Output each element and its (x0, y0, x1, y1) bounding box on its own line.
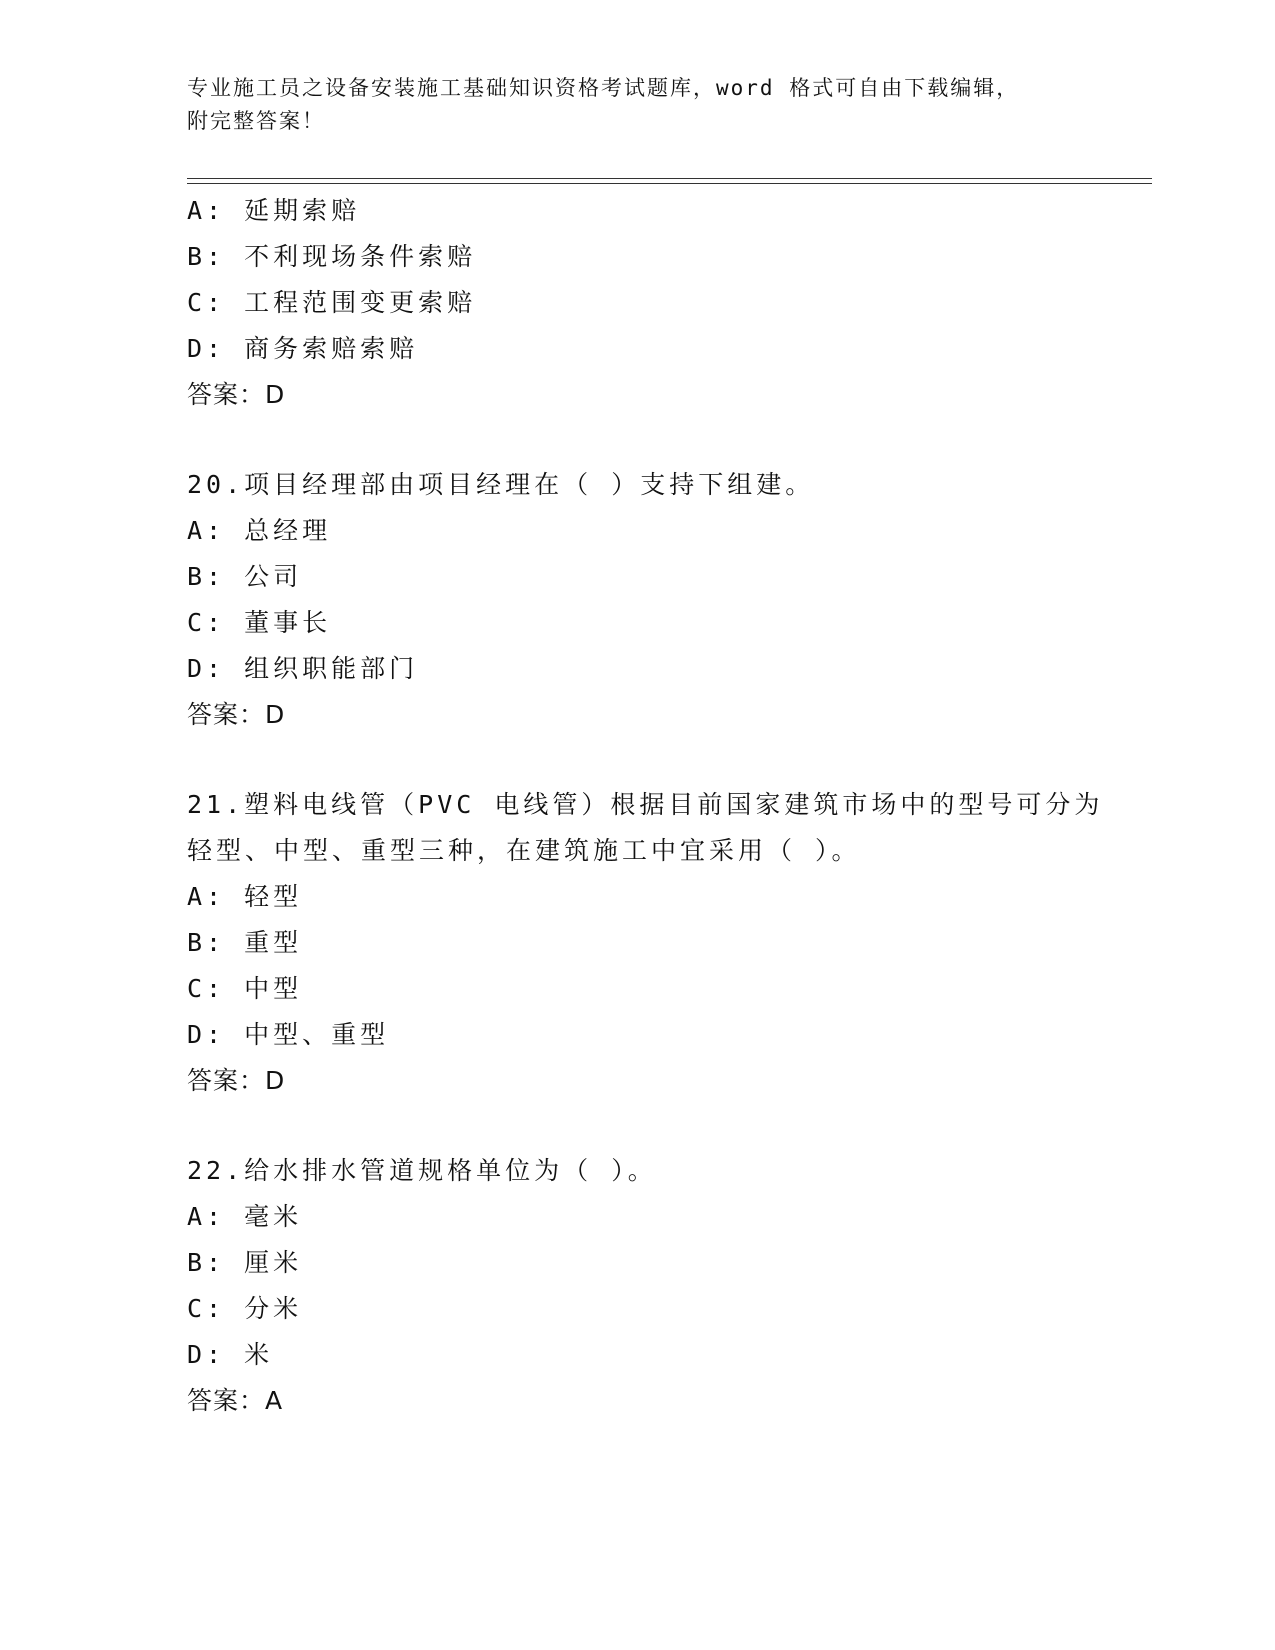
option-c: C: 中型 (187, 974, 303, 1003)
question-stem-line-2: 轻型、中型、重型三种，在建筑施工中宜采用（ ）。 (187, 836, 861, 865)
option-d: D: 商务索赔索赔 (187, 334, 419, 363)
answer: 答案：A (187, 1386, 284, 1415)
option-d: D: 米 (187, 1340, 274, 1369)
question-list (187, 188, 1147, 1424)
option-b: B: 公司 (187, 562, 303, 591)
header-divider-bottom (187, 183, 1152, 184)
answer: 答案：D (187, 700, 286, 729)
document-header (187, 72, 1087, 138)
header-line-2: 附完整答案！ (187, 109, 325, 133)
option-a: A: 毫米 (187, 1202, 303, 1231)
question-stem: 20.项目经理部由项目经理在（ ）支持下组建。 (187, 470, 815, 499)
answer: 答案：D (187, 1066, 286, 1095)
option-b: B: 厘米 (187, 1248, 303, 1277)
option-c: C: 董事长 (187, 608, 332, 637)
option-d: D: 组织职能部门 (187, 654, 419, 683)
option-c: C: 分米 (187, 1294, 303, 1323)
question-stem: 22.给水排水管道规格单位为（ ）。 (187, 1156, 657, 1185)
answer: 答案：D (187, 380, 286, 409)
option-d: D: 中型、重型 (187, 1020, 390, 1049)
option-a: A: 延期索赔 (187, 196, 361, 225)
option-a: A: 轻型 (187, 882, 303, 911)
option-c: C: 工程范围变更索赔 (187, 288, 477, 317)
question-20 (187, 462, 1147, 738)
option-b: B: 重型 (187, 928, 303, 957)
header-line-1: 专业施工员之设备安装施工基础知识资格考试题库，word 格式可自由下载编辑， (187, 76, 1020, 100)
question-21 (187, 782, 1147, 1104)
spacer (187, 738, 1147, 782)
question-22 (187, 1148, 1147, 1424)
spacer (187, 1104, 1147, 1148)
question-stem-line-1: 21.塑料电线管（PVC 电线管）根据目前国家建筑市场中的型号可分为 (187, 790, 1104, 819)
header-divider-top (187, 178, 1152, 179)
option-b: B: 不利现场条件索赔 (187, 242, 477, 271)
spacer (187, 418, 1147, 462)
question-19 (187, 188, 1147, 418)
option-a: A: 总经理 (187, 516, 332, 545)
